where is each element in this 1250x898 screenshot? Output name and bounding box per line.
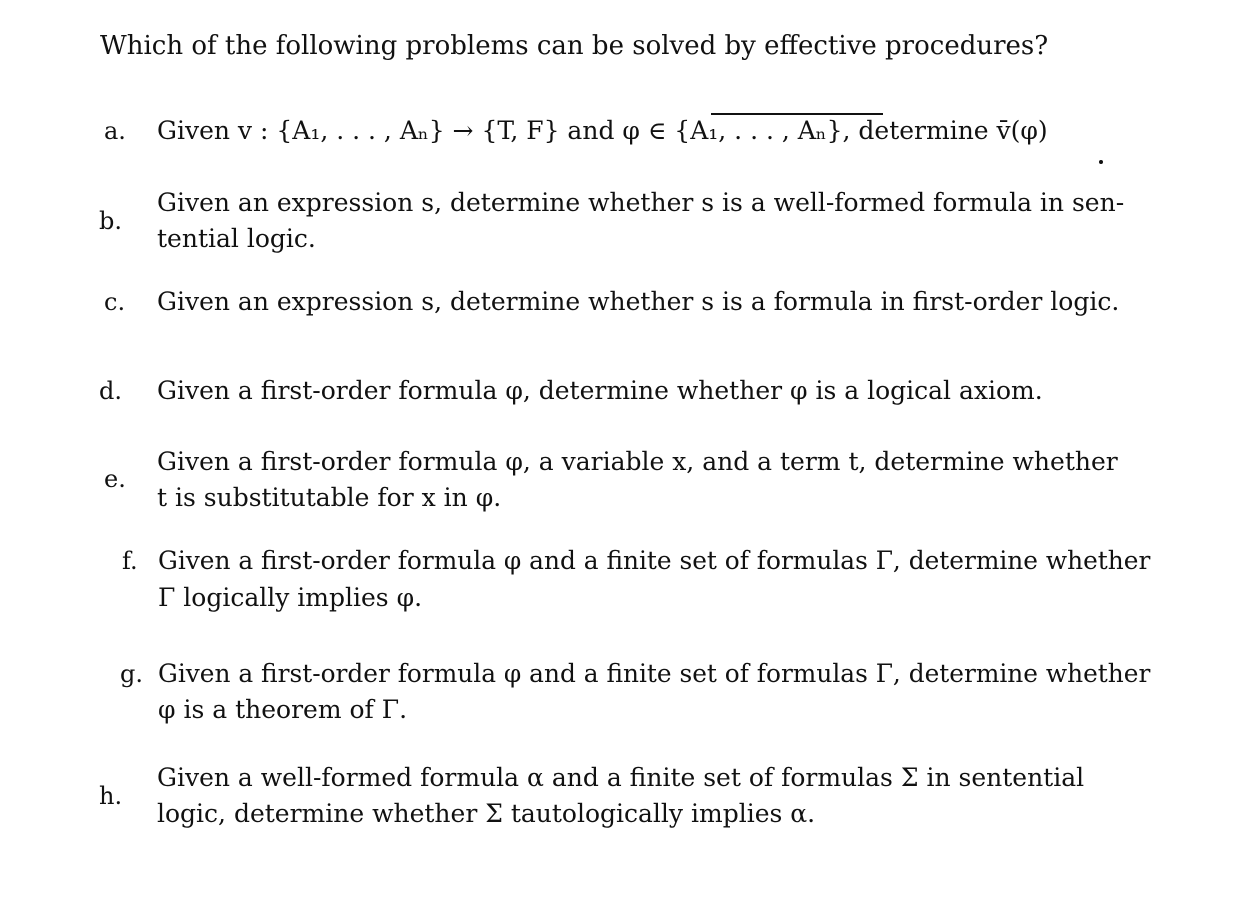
question-heading: Which of the following problems can be solved by effective procedures?	[100, 31, 1049, 61]
option-a-line-1: Given v : {A₁, . . . , Aₙ} → {T, F} and φ ∈ {A₁, . . . , Aₙ}, determine v̄(φ)	[157, 116, 1048, 145]
option-e-line-2: t is substitutable for x in φ.	[157, 483, 502, 512]
option-b-line-1: Given an expression s, determine whether s is a well-formed formula in sen-	[157, 188, 1125, 217]
option-h-line-2: logic, determine whether Σ tautologically implies α.	[157, 799, 816, 828]
option-d-line-1: Given a first-order formula φ, determine whether φ is a logical axiom.	[157, 376, 1043, 405]
option-c-label: c.	[104, 288, 126, 316]
option-c-line-1: Given an expression s, determine whether s is a formula in first-order logic.	[157, 287, 1120, 316]
option-g-line-2: φ is a theorem of Γ.	[158, 695, 408, 724]
option-g-line-1: Given a first-order formula φ and a finite set of formulas Γ, determine whether	[158, 659, 1151, 688]
option-a-label: a.	[104, 117, 126, 145]
option-e-line-1: Given a first-order formula φ, a variable x, and a term t, determine whether	[157, 447, 1118, 476]
option-h-line-1: Given a well-formed formula α and a finite set of formulas Σ in sentential	[157, 763, 1085, 792]
option-b-line-2: tential logic.	[157, 224, 316, 253]
overline-bar	[711, 113, 883, 115]
option-f-line-2: Γ logically implies φ.	[158, 583, 423, 612]
option-f-line-1: Given a first-order formula φ and a finite set of formulas Γ, determine whether	[158, 546, 1151, 575]
option-h-label: h.	[99, 782, 123, 810]
option-f-label: f.	[122, 547, 138, 575]
option-b-label: b.	[99, 207, 122, 235]
stray-dot	[1099, 160, 1103, 164]
option-e-label: e.	[104, 465, 126, 493]
option-d-label: d.	[99, 377, 122, 405]
option-g-label: g.	[120, 660, 143, 688]
